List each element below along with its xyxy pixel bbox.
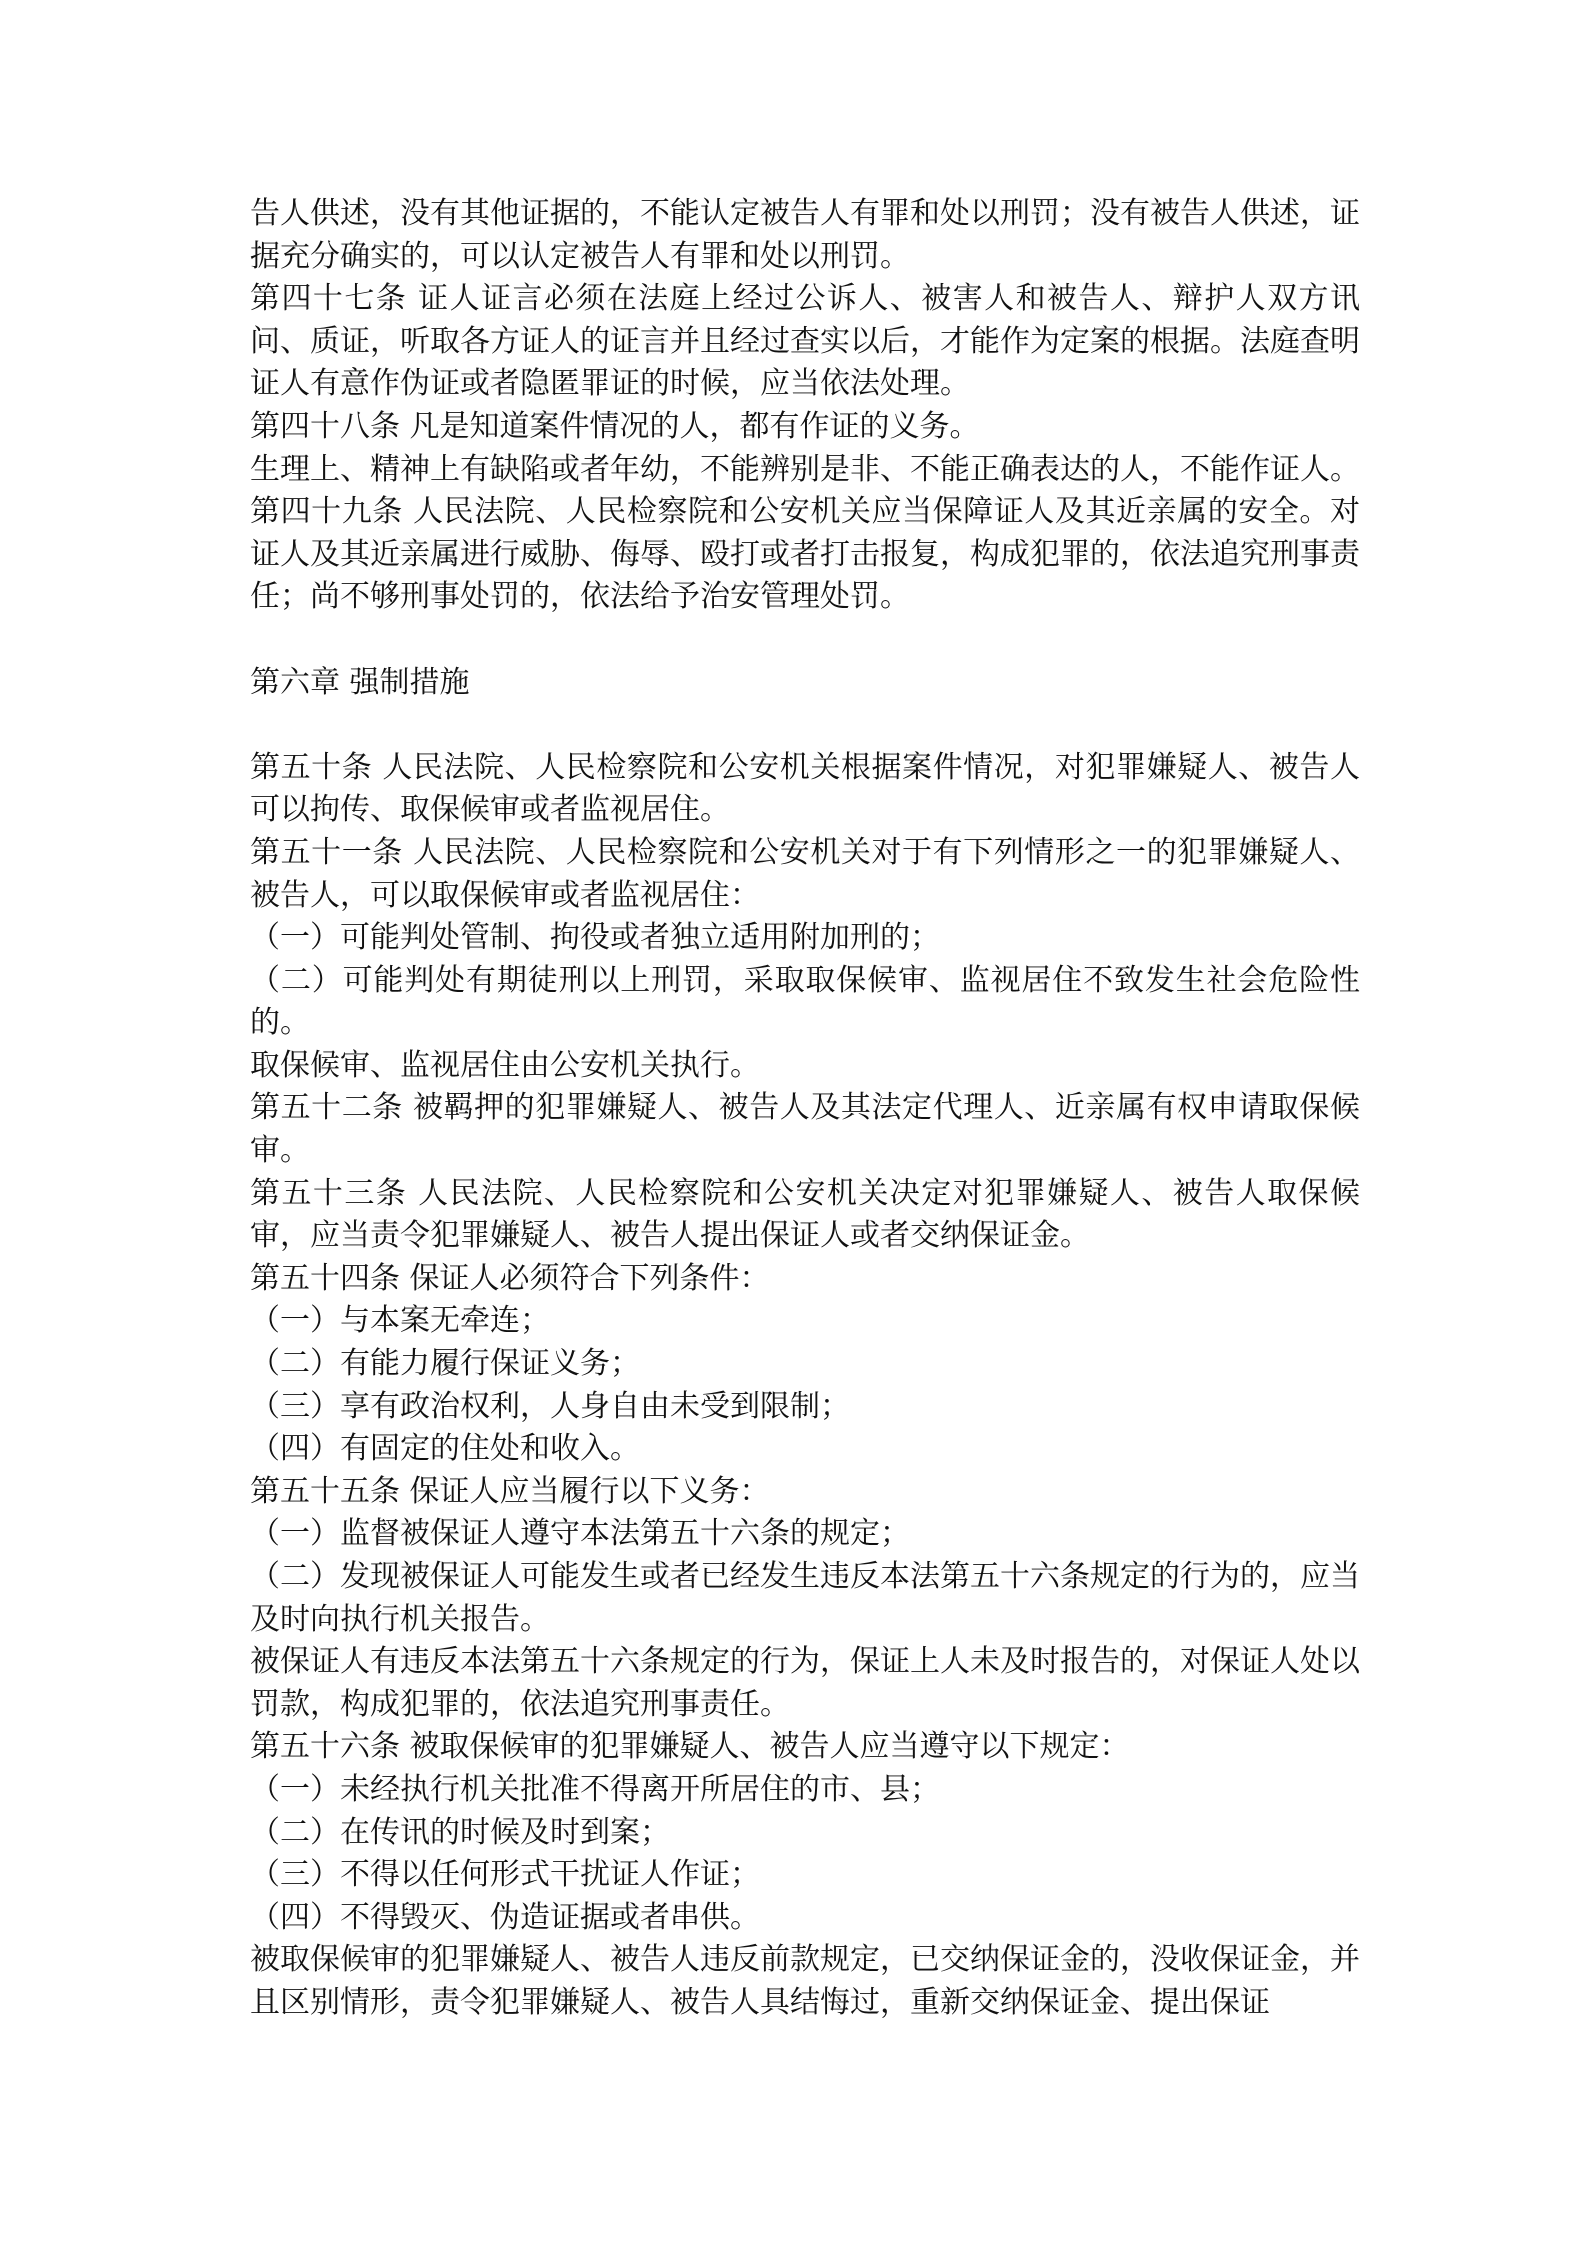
list-item: （一）与本案无牵连；	[250, 1303, 550, 1339]
list-item: （一）监督被保证人遵守本法第五十六条的规定；	[250, 1516, 910, 1552]
section-before-chapter	[250, 193, 1360, 619]
list-item: （一）未经执行机关批准不得离开所居住的市、县；	[250, 1771, 940, 1807]
paragraph: 被保证人有违反本法第五十六条规定的行为，保证上人未及时报告的，对保证人处以罚款，构成犯罪的，依法追究刑事责任。	[250, 1644, 1360, 1722]
section-after-chapter	[250, 747, 1360, 2025]
list-item: （一）可能判处管制、拘役或者独立适用附加刑的；	[250, 920, 940, 956]
document-page	[250, 193, 1360, 2025]
article-56: 第五十六条 被取保候审的犯罪嫌疑人、被告人应当遵守以下规定：	[250, 1729, 1130, 1765]
article-54: 第五十四条 保证人必须符合下列条件：	[250, 1260, 770, 1296]
article-47: 第四十七条 证人证言必须在法庭上经过公诉人、被害人和被告人、辩护人双方讯问、质证，听取各方证人的证言并且经过查实以后，才能作为定案的根据。法庭查明证人有意作伪证或者隐匿罪证的时候，应当依法处理。	[250, 281, 1360, 402]
list-item: （四）不得毁灭、伪造证据或者串供。	[250, 1899, 760, 1935]
list-item: （二）有能力履行保证义务；	[250, 1346, 640, 1382]
article-52: 第五十二条 被羁押的犯罪嫌疑人、被告人及其法定代理人、近亲属有权申请取保候审。	[250, 1090, 1360, 1169]
article-48: 第四十八条 凡是知道案件情况的人，都有作证的义务。	[250, 408, 980, 444]
paragraph: 告人供述，没有其他证据的，不能认定被告人有罪和处以刑罚；没有被告人供述，证据充分确实的，可以认定被告人有罪和处以刑罚。	[250, 196, 1360, 274]
list-item: （二）发现被保证人可能发生或者已经发生违反本法第五十六条规定的行为的，应当及时向执行机关报告。	[250, 1559, 1360, 1637]
list-item: （四）有固定的住处和收入。	[250, 1431, 640, 1467]
list-item: （二）可能判处有期徒刑以上刑罚，采取取保候审、监视居住不致发生社会危险性的。	[250, 962, 1360, 1041]
article-50: 第五十条 人民法院、人民检察院和公安机关根据案件情况，对犯罪嫌疑人、被告人可以拘传、取保候审或者监视居住。	[250, 749, 1360, 828]
list-item: （三）享有政治权利，人身自由未受到限制；	[250, 1388, 850, 1424]
paragraph: 被取保候审的犯罪嫌疑人、被告人违反前款规定，已交纳保证金的，没收保证金，并且区别情形，责令犯罪嫌疑人、被告人具结悔过，重新交纳保证金、提出保证	[250, 1942, 1360, 2020]
chapter-title: 第六章 强制措施	[250, 664, 470, 700]
list-item: （三）不得以任何形式干扰证人作证；	[250, 1857, 760, 1893]
list-item: （二）在传讯的时候及时到案；	[250, 1814, 670, 1850]
article-51: 第五十一条 人民法院、人民检察院和公安机关对于有下列情形之一的犯罪嫌疑人、被告人，可以取保候审或者监视居住：	[250, 834, 1360, 913]
paragraph: 取保候审、监视居住由公安机关执行。	[250, 1047, 760, 1083]
article-55: 第五十五条 保证人应当履行以下义务：	[250, 1473, 770, 1509]
blank-line	[250, 619, 1360, 662]
blank-line	[250, 704, 1360, 747]
paragraph: 生理上、精神上有缺陷或者年幼，不能辨别是非、不能正确表达的人，不能作证人。	[250, 451, 1360, 487]
article-53: 第五十三条 人民法院、人民检察院和公安机关决定对犯罪嫌疑人、被告人取保候审，应当责令犯罪嫌疑人、被告人提出保证人或者交纳保证金。	[250, 1175, 1360, 1254]
article-49: 第四十九条 人民法院、人民检察院和公安机关应当保障证人及其近亲属的安全。对证人及其近亲属进行威胁、侮辱、殴打或者打击报复，构成犯罪的，依法追究刑事责任；尚不够刑事处罚的，依法给予治安管理处罚。	[250, 494, 1360, 615]
